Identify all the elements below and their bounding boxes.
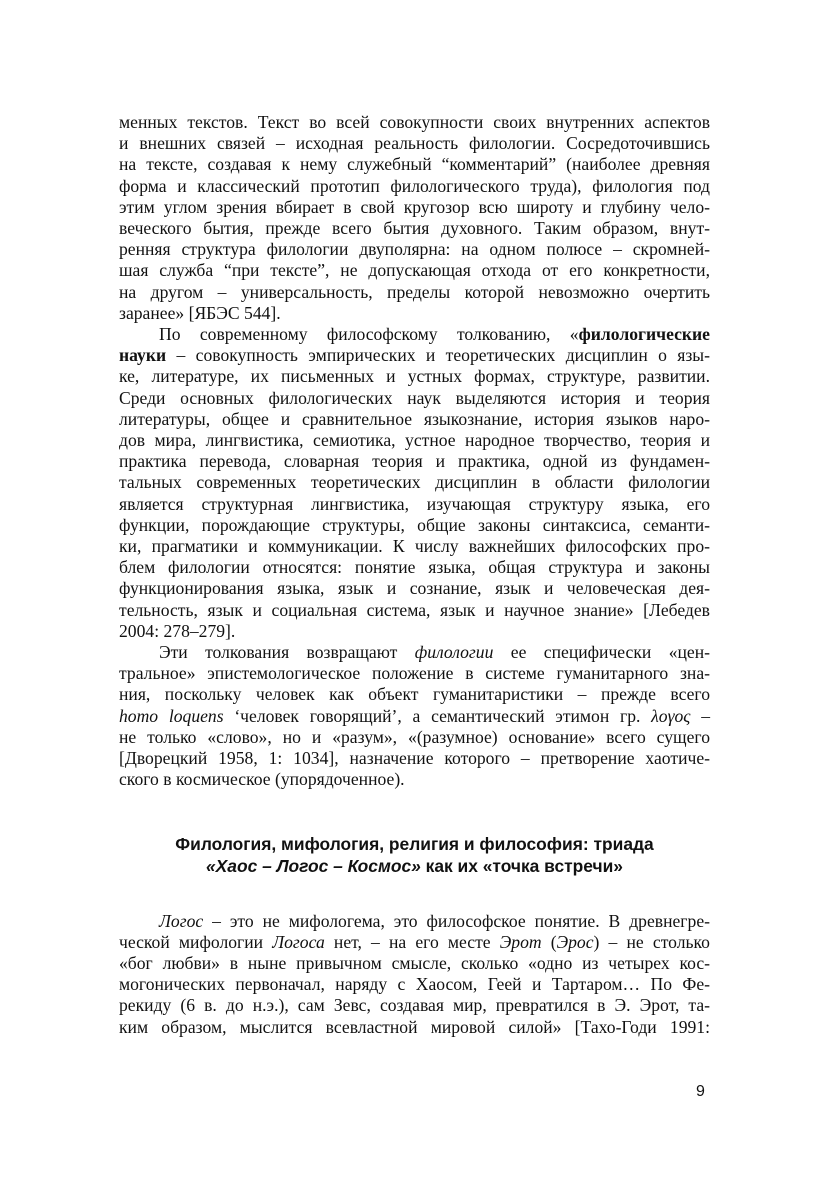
text-line: ки, прагматики и коммуникации. К числу важнейших философских про-: [119, 536, 710, 557]
paragraph-1: [119, 112, 710, 324]
italic-term: Эрот: [499, 931, 542, 952]
text-line: блем филологии относятся: понятие языка, общая структура и законы: [119, 557, 710, 578]
text-line: Среди основных филологических наук выделяются история и теория: [119, 387, 710, 408]
italic-term: филологии: [414, 642, 494, 663]
spacer: [119, 877, 710, 911]
text-line: менных текстов. Текст во всей совокупности своих внутренних аспектов: [119, 112, 710, 132]
text-line: заранее» [ЯБЭС 544].: [119, 302, 281, 323]
text-line: на другом – универсальность, пределы которой невозможно очертить: [119, 281, 710, 302]
text-line: этим углом зрения вбирает в свой кругозор всю широту и глубину чело-: [119, 196, 710, 217]
text-line: ского в космическое (упорядоченное).: [119, 769, 405, 790]
text-line: могонических первоначал, наряду с Хаосом, Геей и Тартаром… По Фе-: [119, 974, 710, 995]
paragraph-4: [119, 911, 710, 1038]
text-line: практика перевода, словарная теория и практика, одной из фундамен-: [119, 451, 710, 472]
italic-term: Эрос: [556, 931, 594, 952]
text-line: шая служба “при тексте”, не допускающая отхода от его конкретности,: [119, 260, 710, 281]
text-line: [Дворецкий 1958, 1: 1034], назначение которого – претворение хаотиче-: [119, 748, 710, 769]
text-line: ческой мифологии Логоса нет, – на его месте Эрот (Эрос) – не столько: [119, 931, 710, 952]
text-line: функции, порождающие структуры, общие законы синтаксиса, семанти-: [119, 514, 710, 535]
text-line: тельность, язык и социальная система, язык и научное знание» [Лебедев: [119, 599, 710, 620]
paragraph-2: [119, 324, 710, 642]
text-line: веческого бытия, прежде всего бытия духовного. Таким образом, внут-: [119, 218, 710, 239]
text-line: тральное» эпистемологическое положение в системе гуманитарного зна-: [119, 663, 710, 684]
text-line: ким образом, мыслится всевластной мировой силой» [Тахо-Годи 1991:: [119, 1016, 710, 1037]
text-line: рекиду (6 в. до н.э.), сам Зевс, создавая мир, превратился в Э. Эрот, та-: [119, 995, 710, 1016]
greek-word: λογος: [651, 705, 691, 726]
text-line: дов мира, лингвистика, семиотика, устное народное творчество, теория и: [119, 430, 710, 451]
text-line: форма и классический прототип филологического труда), филология под: [119, 175, 710, 196]
text-line: ния, поскольку человек как объект гуманитаристики – прежде всего: [119, 684, 710, 705]
section-heading: [119, 833, 710, 877]
text-line: является структурная лингвистика, изучающая структуру языка, его: [119, 493, 710, 514]
text-line: homo loquens ‘человек говорящий’, а семантический этимон гр. λογος –: [119, 705, 710, 726]
text-line: ренняя структура филологии двуполярна: на одном полюсе – скромней-: [119, 239, 710, 260]
text-line: науки – совокупность эмпирических и теоретических дисциплин о язы-: [119, 345, 710, 366]
text-line: «бог любви» в ныне привычном смысле, сколько «одно из четырех кос-: [119, 952, 710, 973]
text-line: ке, литературе, их письменных и устных формах, структуре, развитии.: [119, 366, 710, 387]
italic-term: homo loquens: [119, 705, 224, 726]
italic-term: «Хаос – Логос – Космос»: [206, 855, 421, 876]
spacer: [119, 791, 710, 833]
text-line: и внешних связей – исходная реальность филологии. Сосредоточившись: [119, 133, 710, 154]
italic-term: Логос: [159, 910, 204, 931]
body-text: [119, 112, 710, 1038]
heading-line: «Хаос – Логос – Космос» как их «точка встречи»: [206, 855, 623, 876]
text-line: функционирования языка, язык и сознание, язык и человеческая дея-: [119, 578, 710, 599]
text-line: Эти толкования возвращают филологии ее специфически «цен-: [159, 642, 710, 663]
page-number: 9: [696, 1083, 705, 1100]
text-line: на тексте, создавая к нему служебный “комментарий” (наиболее древняя: [119, 154, 710, 175]
text-line: Логос – это не мифологема, это философское понятие. В древнегре-: [159, 910, 710, 931]
text-line: литературы, общее и сравнительное языкознание, история языков наро-: [119, 408, 710, 429]
text-line: тальных современных теоретических дисциплин в области филологии: [119, 472, 710, 493]
text-line: По современному философскому толкованию, «филологические: [159, 324, 710, 345]
text-line: 2004: 278–279].: [119, 620, 236, 641]
bold-term: филологические: [578, 324, 710, 345]
paragraph-3: [119, 642, 710, 790]
italic-term: Логоса: [272, 931, 325, 952]
bold-term: науки: [119, 345, 167, 366]
heading-line: Филология, мифология, религия и философия: триада: [175, 833, 654, 854]
text-line: не только «слово», но и «разум», «(разумное) основание» всего сущего: [119, 726, 710, 747]
